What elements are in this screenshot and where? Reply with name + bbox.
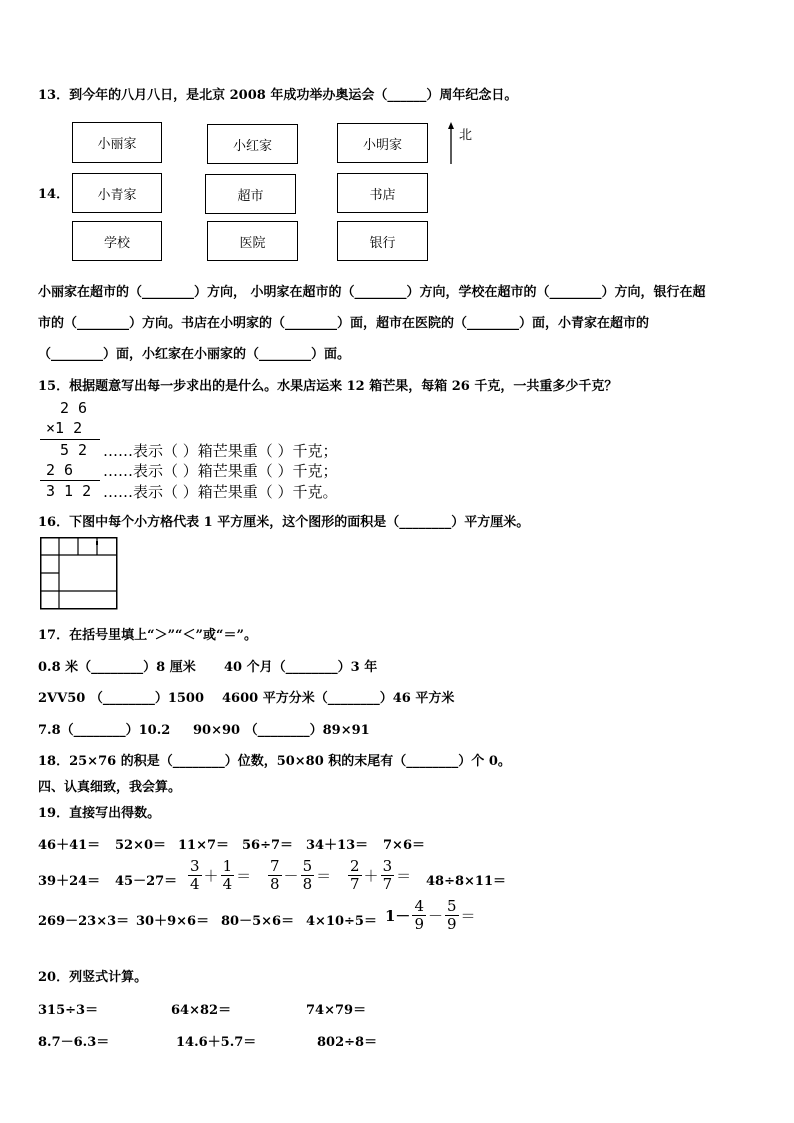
map-box-xiaohong: 小红家 (207, 124, 298, 164)
q20-r1-2: 64×82＝ (171, 1003, 232, 1018)
q14-line-2: 市的（________）方向。书店在小明家的（________）面，超市在医院的（________）面，小青家在超市的 (38, 316, 650, 331)
q19-r2-6: 48÷8×11＝ (426, 874, 507, 889)
q19-r2-1: 39＋24＝ (38, 874, 101, 889)
q17-r3-a: 7.8（________）10.2 (38, 723, 171, 738)
q19-r1-3: 11×7＝ (178, 838, 230, 853)
q14-line-3: （________）面，小红家在小丽家的（________）面。 (38, 347, 351, 362)
calc-52: 5 2 (60, 441, 88, 459)
q19-r3-2: 30＋9×6＝ (136, 914, 210, 929)
q15-title: 15．根据题意写出每一步求出的是什么。水果店运来 12 箱芒果，每箱 26 千克，一共重多少千克？ (38, 379, 618, 394)
q19-r3-4: 4×10÷5＝ (306, 914, 377, 929)
q17-title: 17．在括号里填上“＞”“＜”或“＝”。 (38, 628, 257, 643)
section-4-heading: 四、认真细致，我会算。 (38, 780, 182, 795)
q20-title: 20．列竖式计算。 (38, 970, 148, 985)
q19-r2-frac-1: $\frac{3}{4}$ ＋ $\frac{1}{4}$ ＝ (190, 857, 252, 893)
q17-r2-a: 2VV50 （________）1500 (38, 691, 205, 706)
q15-note-1: ……表示（ ）箱芒果重（ ）千克； (103, 442, 338, 460)
q17-r1-a: 0.8 米（________）8 厘米 (38, 660, 196, 675)
q14-label: 14． (38, 187, 70, 202)
q19-r1-1: 46＋41＝ (38, 838, 101, 853)
q19-r2-frac-3: $\frac{2}{7}$ ＋ $\frac{3}{7}$ ＝ (350, 857, 412, 893)
q19-r3-1: 269－23×3＝ (38, 914, 130, 929)
q20-r2-2: 14.6＋5.7＝ (176, 1035, 257, 1050)
q19-r2-frac-2: $\frac{7}{8}$ － $\frac{5}{8}$ ＝ (270, 857, 332, 893)
q15-note-2: ……表示（ ）箱芒果重（ ）千克； (103, 462, 338, 480)
map-box-hospital: 医院 (207, 221, 298, 261)
q19-r1-4: 56÷7＝ (242, 838, 294, 853)
map-box-xiaoqing: 小青家 (72, 173, 162, 213)
map-box-bank: 银行 (337, 221, 428, 261)
q20-r2-1: 8.7－6.3＝ (38, 1035, 110, 1050)
map-box-xiaoming: 小明家 (337, 123, 428, 163)
map-box-supermarket: 超市 (205, 174, 296, 214)
grid-figure (40, 537, 118, 610)
q13-text: 13．到今年的八月八日，是北京 2008 年成功举办奥运会（______）周年纪念日。 (38, 88, 518, 103)
q20-r2-3: 802÷8＝ (317, 1035, 378, 1050)
map-box-school: 学校 (72, 221, 162, 261)
q20-r1-1: 315÷3＝ (38, 1003, 99, 1018)
q20-r1-3: 74×79＝ (306, 1003, 367, 1018)
calc-x12: ×1 2 (46, 419, 83, 437)
q19-r3-frac: 1－ $\frac{4}{9}$ － $\frac{5}{9}$ ＝ (385, 897, 476, 933)
calc-rule-1 (40, 439, 100, 440)
calc-rule-2 (40, 480, 100, 481)
q17-r3-b: 90×90 （________）89×91 (193, 723, 370, 738)
q14-line-1: 小丽家在超市的（________）方向， 小明家在超市的（________）方向，学校在超市的（________）方向，银行在超 (38, 285, 706, 300)
q19-r3-3: 80－5×6＝ (221, 914, 295, 929)
north-label: 北 (459, 128, 473, 143)
q19-r1-2: 52×0＝ (115, 838, 167, 853)
map-box-xiaoli: 小丽家 (72, 122, 162, 163)
map-box-bookstore: 书店 (337, 173, 428, 213)
calc-26-shift: 2 6 (46, 461, 74, 479)
north-arrow-icon (446, 122, 456, 164)
q18-text: 18．25×76 的积是（________）位数，50×80 积的末尾有（________）个 0。 (38, 754, 511, 769)
q15-note-3: ……表示（ ）箱芒果重（ ）千克。 (103, 483, 338, 501)
q16-text: 16．下图中每个小方格代表 1 平方厘米，这个图形的面积是（________）平方厘米。 (38, 515, 530, 530)
q19-r1-6: 7×6＝ (383, 838, 425, 853)
q19-r2-2: 45－27＝ (115, 874, 178, 889)
q19-title: 19．直接写出得数。 (38, 806, 161, 821)
calc-26: 2 6 (60, 399, 88, 417)
calc-312: 3 1 2 (46, 482, 92, 500)
q19-r1-5: 34＋13＝ (306, 838, 369, 853)
q17-r2-b: 4600 平方分米（________）46 平方米 (222, 691, 455, 706)
q17-r1-b: 40 个月（________）3 年 (224, 660, 378, 675)
